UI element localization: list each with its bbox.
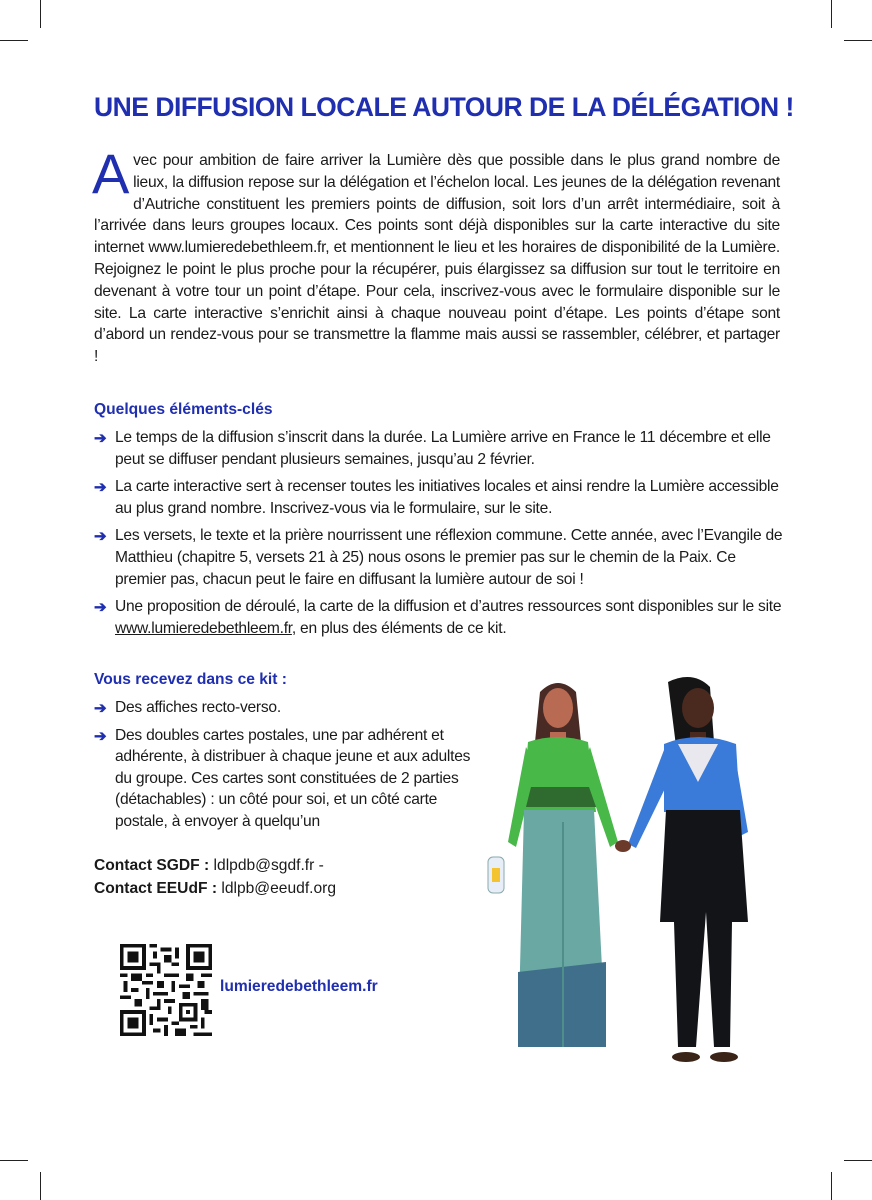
arrow-right-icon: ➔ [94, 700, 107, 717]
page-title: UNE DIFFUSION LOCALE AUTOUR DE LA DÉLÉGATION ! [94, 92, 794, 122]
arrow-right-icon: ➔ [94, 599, 107, 617]
arrow-right-icon: ➔ [94, 430, 107, 447]
key-elements-heading: Quelques éléments-clés [94, 401, 273, 418]
arrow-right-icon: ➔ [94, 479, 107, 497]
crop-mark [844, 1160, 872, 1161]
list-item: ➔ Des affiches recto-verso. [94, 697, 489, 719]
illustration-two-scouts [478, 672, 768, 1067]
crop-mark [40, 1172, 41, 1200]
list-item: ➔ Les versets, le texte et la prière nourrissent une réflexion commune. Cette année, avec l’Evangile de Matthieu (chapitre 5, versets 21 à 25) nous osons le premier pas sur le chemin de la Paix. Ce premier pas, chacun peut le faire en diffusant la lumière autour de soi ! [94, 527, 783, 588]
crop-mark [844, 40, 872, 41]
key-elements-list [94, 427, 784, 645]
intro-text: vec pour ambition de faire arriver la Lumière dès que possible dans le plus grand nombre de lieux, la diffusion repose sur la délégation et l’échelon local. Les jeunes de la délégation revenant d’Autriche constituent les premiers points de diffusion, soit lors d’un arrêt intermédiaire, soit à l’arrivée dans leurs groupes locaux. Ces points sont déjà disponibles sur la carte interactive du site internet www.lumieredebethleem.fr, et mentionnent le lieu et les horaires de disponibilité de la Lumière. Rejoignez le point le plus proche pour la récupérer, puis élargissez sa diffusion sur tout le territoire en devenant à votre tour un point d’étape. Pour cela, inscrivez-vous avec le formulaire disponible sur le site. La carte interactive s’enrichit ainsi à chaque nouveau point d’étape. Les points d’étape sont d’abord un rendez-vous pour se transmettre la flamme mais aussi se rassembler, célébrer, et partager ! [94, 152, 780, 366]
list-item: ➔ La carte interactive sert à recenser toutes les initiatives locales et ainsi rendre la Lumière accessible au plus grand nombre. Inscrivez-vous via le formulaire, sur le site. [94, 478, 779, 517]
intro-paragraph [92, 142, 780, 368]
kit-heading: Vous recevez dans ce kit : [94, 671, 287, 688]
crop-mark [831, 0, 832, 28]
figure-right [628, 677, 748, 1062]
dropcap: A [92, 142, 130, 205]
contact-block [94, 854, 336, 900]
site-url-label[interactable]: lumieredebethleem.fr [220, 978, 378, 995]
crop-mark [40, 0, 41, 28]
list-item: ➔ Des doubles cartes postales, une par adhérent et adhérente, à distribuer à chaque jeune et aux adultes du groupe. Ces cartes sont constituées de 2 parties (détachables) : un côté pour soi, et un côté carte postale, à envoyer à quelqu’un [94, 726, 471, 830]
contact-eeudf: Contact EEUdF : ldlpb@eeudf.org [94, 880, 337, 897]
crop-mark [0, 1160, 28, 1161]
kit-list [94, 697, 489, 839]
crop-mark [0, 40, 28, 41]
site-link[interactable]: www.lumieredebethleem.fr [115, 619, 292, 637]
contact-sgdf: Contact SGDF : ldlpdb@sgdf.fr - [94, 857, 324, 874]
figure-left [488, 683, 618, 1047]
arrow-right-icon: ➔ [94, 528, 107, 546]
list-item: ➔ Le temps de la diffusion s’inscrit dans la durée. La Lumière arrive en France le 11 décembre et elle peut se diffuser pendant plusieurs semaines, jusqu’au 2 février. [94, 429, 771, 468]
crop-mark [831, 1172, 832, 1200]
qr-code-icon[interactable] [120, 944, 212, 1036]
list-item: ➔ Une proposition de déroulé, la carte de la diffusion et d’autres ressources sont disponibles sur le site www.lumieredebethleem.fr, en plus des éléments de ce kit. [94, 598, 782, 637]
arrow-right-icon: ➔ [94, 727, 107, 745]
